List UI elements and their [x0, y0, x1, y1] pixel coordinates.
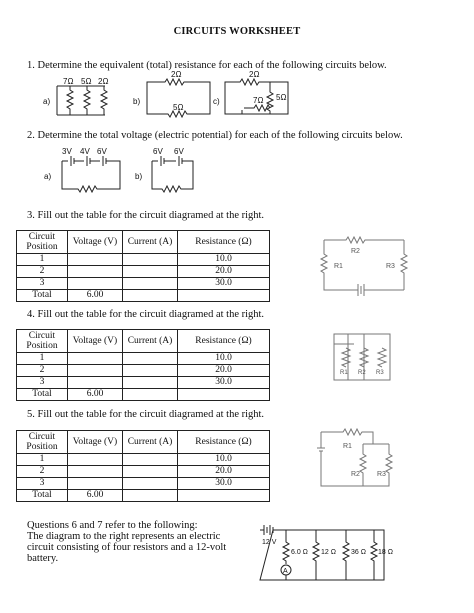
- question-5-text: 5. Fill out the table for the circuit diagramed at the right.: [27, 409, 265, 420]
- q4-r2-label: R2: [358, 370, 366, 376]
- table-row: [17, 353, 270, 365]
- total-label: Total: [17, 389, 68, 401]
- current-cell[interactable]: [123, 365, 178, 377]
- table-row: [17, 377, 270, 389]
- q1-b-r2: 5Ω: [173, 103, 184, 112]
- q1-label-c: c): [213, 97, 220, 106]
- resistance-cell: 30.0: [178, 377, 270, 389]
- q4-circuit: [328, 330, 408, 386]
- table-total-row: [17, 389, 270, 401]
- resistance-cell: 10.0: [178, 254, 270, 266]
- question-3-text: 3. Fill out the table for the circuit diagramed at the right.: [27, 210, 265, 221]
- position-cell: 1: [17, 353, 68, 365]
- header-position: Circuit Position: [17, 330, 68, 353]
- q67-line2: The diagram to the right represents an electric: [27, 531, 221, 542]
- header-resistance: Resistance (Ω): [178, 431, 270, 454]
- table-row: [17, 278, 270, 290]
- page-title: CIRCUITS WORKSHEET: [173, 26, 301, 37]
- voltage-cell[interactable]: [68, 254, 123, 266]
- q67-r1-label: 6.0 Ω: [291, 549, 308, 556]
- total-voltage: 6.00: [68, 290, 123, 302]
- current-cell[interactable]: [123, 490, 178, 502]
- q5-r3-label: R3: [377, 471, 386, 478]
- q5-circuit: [315, 424, 405, 494]
- q1-label-a: a): [43, 97, 51, 106]
- current-cell[interactable]: [123, 454, 178, 466]
- header-position: Circuit Position: [17, 431, 68, 454]
- header-voltage: Voltage (V): [68, 431, 123, 454]
- question-1-text: 1. Determine the equivalent (total) resistance for each of the following circuits below.: [27, 60, 387, 71]
- position-cell: 3: [17, 377, 68, 389]
- q2-b-v1: 6V: [153, 147, 163, 156]
- total-label: Total: [17, 490, 68, 502]
- q67-line1: Questions 6 and 7 refer to the following:: [27, 520, 198, 531]
- resistance-cell: 10.0: [178, 353, 270, 365]
- total-voltage: 6.00: [68, 389, 123, 401]
- q67-line4: battery.: [27, 553, 59, 564]
- header-position: Circuit Position: [17, 231, 68, 254]
- current-cell[interactable]: [123, 290, 178, 302]
- q2-a-v1: 3V: [62, 147, 72, 156]
- q4-table: [16, 329, 270, 401]
- header-current: Current (A): [123, 431, 178, 454]
- position-cell: 1: [17, 254, 68, 266]
- resistance-cell: 20.0: [178, 266, 270, 278]
- voltage-cell[interactable]: [68, 278, 123, 290]
- q67-r2-label: 12 Ω: [321, 549, 336, 556]
- q1-c-r1: 2Ω: [249, 70, 260, 79]
- q2-label-a: a): [44, 172, 52, 181]
- q67-battery-label: 12 V: [262, 539, 277, 546]
- table-row: [17, 454, 270, 466]
- q4-r3-label: R3: [376, 370, 384, 376]
- q3-r3-label: R3: [386, 263, 395, 270]
- table-total-row: [17, 290, 270, 302]
- q5-r2-label: R2: [351, 471, 360, 478]
- q67-line3: circuit consisting of four resistors and a 12-volt: [27, 542, 227, 553]
- q2-a-v2: 4V: [80, 147, 90, 156]
- current-cell[interactable]: [123, 377, 178, 389]
- current-cell[interactable]: [123, 478, 178, 490]
- q2-circuits: [0, 143, 474, 195]
- position-cell: 2: [17, 466, 68, 478]
- q1-label-b: b): [133, 97, 141, 106]
- q67-circuit: [252, 522, 392, 584]
- q3-circuit: [316, 228, 416, 300]
- position-cell: 3: [17, 278, 68, 290]
- ammeter-icon: A: [283, 568, 288, 575]
- header-voltage: Voltage (V): [68, 231, 123, 254]
- position-cell: 3: [17, 478, 68, 490]
- q1-a-r2: 5Ω: [81, 77, 92, 86]
- q3-table: [16, 230, 270, 302]
- resistance-cell: 20.0: [178, 365, 270, 377]
- q67-r4-label: 18 Ω: [378, 549, 393, 556]
- q1-a-r1: 7Ω: [63, 77, 74, 86]
- voltage-cell[interactable]: [68, 377, 123, 389]
- header-resistance: Resistance (Ω): [178, 330, 270, 353]
- q67-r3-label: 36 Ω: [351, 549, 366, 556]
- voltage-cell[interactable]: [68, 466, 123, 478]
- header-current: Current (A): [123, 330, 178, 353]
- question-2-text: 2. Determine the total voltage (electric potential) for each of the following circuits below.: [27, 130, 403, 141]
- current-cell[interactable]: [123, 353, 178, 365]
- total-label: Total: [17, 290, 68, 302]
- q2-label-b: b): [135, 172, 143, 181]
- voltage-cell[interactable]: [68, 353, 123, 365]
- position-cell: 2: [17, 365, 68, 377]
- q2-b-v2: 6V: [174, 147, 184, 156]
- q5-table: [16, 430, 270, 502]
- current-cell[interactable]: [123, 466, 178, 478]
- resistance-cell: 20.0: [178, 466, 270, 478]
- position-cell: 2: [17, 266, 68, 278]
- current-cell[interactable]: [123, 278, 178, 290]
- header-current: Current (A): [123, 231, 178, 254]
- table-row: [17, 266, 270, 278]
- q5-r1-label: R1: [343, 443, 352, 450]
- q1-c-r2: 5Ω: [276, 93, 287, 102]
- q1-circuits: [0, 70, 474, 122]
- total-voltage: 6.00: [68, 490, 123, 502]
- table-row: [17, 365, 270, 377]
- resistance-cell[interactable]: [178, 389, 270, 401]
- table-row: [17, 466, 270, 478]
- resistance-cell[interactable]: [178, 490, 270, 502]
- current-cell[interactable]: [123, 254, 178, 266]
- question-4-text: 4. Fill out the table for the circuit diagramed at the right.: [27, 309, 265, 320]
- voltage-cell[interactable]: [68, 365, 123, 377]
- q1-b-r1: 2Ω: [171, 70, 182, 79]
- resistance-cell[interactable]: [178, 290, 270, 302]
- table-row: [17, 254, 270, 266]
- header-resistance: Resistance (Ω): [178, 231, 270, 254]
- resistance-cell: 30.0: [178, 278, 270, 290]
- current-cell[interactable]: [123, 266, 178, 278]
- position-cell: 1: [17, 454, 68, 466]
- q1-c-r3: 7Ω: [253, 96, 264, 105]
- header-voltage: Voltage (V): [68, 330, 123, 353]
- q3-r1-label: R1: [334, 263, 343, 270]
- resistance-cell: 30.0: [178, 478, 270, 490]
- voltage-cell[interactable]: [68, 478, 123, 490]
- current-cell[interactable]: [123, 389, 178, 401]
- table-row: [17, 478, 270, 490]
- voltage-cell[interactable]: [68, 266, 123, 278]
- q4-r1-label: R1: [340, 370, 348, 376]
- q3-r2-label: R2: [351, 248, 360, 255]
- q2-a-v3: 6V: [97, 147, 107, 156]
- table-total-row: [17, 490, 270, 502]
- q1-a-r3: 2Ω: [98, 77, 109, 86]
- voltage-cell[interactable]: [68, 454, 123, 466]
- resistance-cell: 10.0: [178, 454, 270, 466]
